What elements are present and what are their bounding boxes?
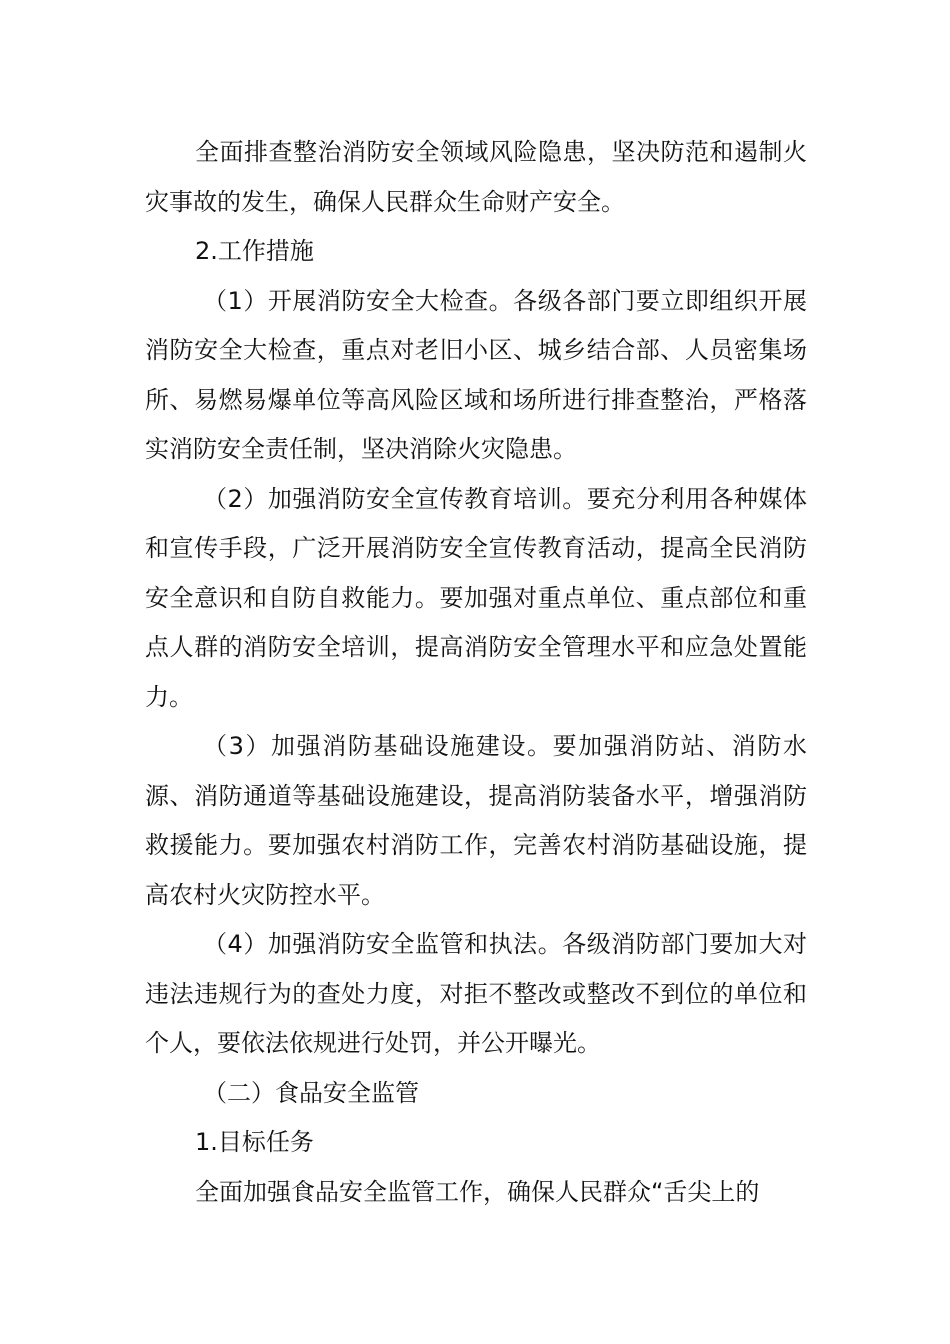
paragraph-measure-2: （2）加强消防安全宣传教育培训。要充分利用各种媒体和宣传手段，广泛开展消防安全宣传教育活动，提高全民消防安全意识和自防自救能力。要加强对重点单位、重点部位和重点人群的消防安全培训，提高消防安全管理水平和应急处置能力。: [145, 484, 807, 711]
heading-food-safety: （二）食品安全监管: [203, 1078, 419, 1107]
heading-work-measures: 2.工作措施: [195, 237, 314, 265]
paragraph-food-safety-goal: 全面加强食品安全监管工作，确保人民群众“舌尖上的: [195, 1177, 760, 1206]
paragraph-measure-4: （4）加强消防安全监管和执法。各级消防部门要加大对违法违规行为的查处力度，对拒不整改或整改不到位的单位和个人，要依法依规进行处罚，并公开曝光。: [145, 930, 807, 1057]
document-body: [145, 128, 807, 1217]
paragraph-measure-3: （3）加强消防基础设施建设。要加强消防站、消防水源、消防通道等基础设施建设，提高消防装备水平，增强消防救援能力。要加强农村消防工作，完善农村消防基础设施，提高农村火灾防控水平。: [145, 732, 807, 909]
heading-target-tasks: 1.目标任务: [195, 1128, 314, 1156]
paragraph-goal-continued: 全面排查整治消防安全领域风险隐患，坚决防范和遏制火灾事故的发生，确保人民群众生命财产安全。: [145, 138, 807, 216]
paragraph-measure-1: （1）开展消防安全大检查。各级各部门要立即组织开展消防安全大检查，重点对老旧小区、城乡结合部、人员密集场所、易燃易爆单位等高风险区域和场所进行排查整治，严格落实消防安全责任制，坚决消除火灾隐患。: [145, 286, 807, 463]
